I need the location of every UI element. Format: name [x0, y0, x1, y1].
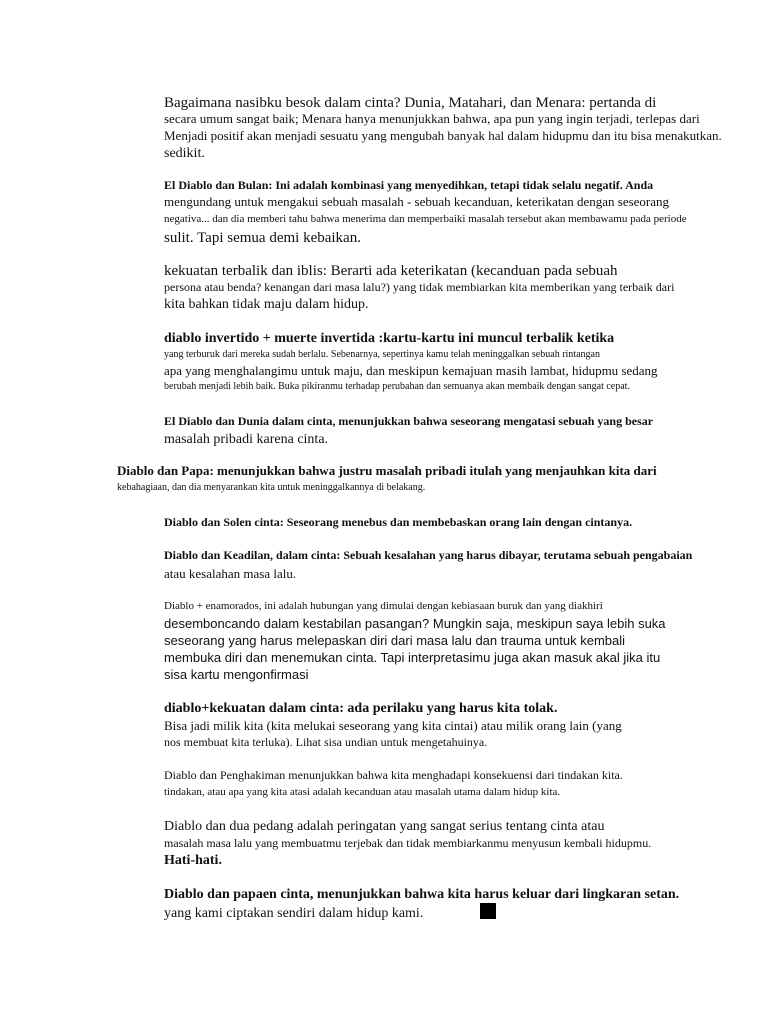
text-line: mengundang untuk mengakui sebuah masalah - sebuah kecanduan, keterikatan dengan seseorang: [164, 194, 670, 209]
text-line: Bisa jadi milik kita (kita melukai seseorang yang kita cintai) atau milik orang lain (yang: [164, 718, 622, 733]
text-line: secara umum sangat baik; Menara hanya menunjukkan bahwa, apa pun yang ingin terjadi, terlepas dari: [164, 111, 700, 126]
text-line: tindakan, atau apa yang kita atasi adalah kecanduan atau masalah utama dalam hidup kita.: [164, 786, 561, 798]
text-line: kebahagiaan, dan dia menyarankan kita untuk meninggalkannya di belakang.: [117, 482, 426, 493]
text-line: kekuatan terbalik dan iblis: Berarti ada keterikatan (kecanduan pada sebuah: [164, 263, 618, 279]
text-line: negativa... dan dia memberi tahu bahwa menerima dan memperbaiki masalah tersebut akan membawamu pada periode: [164, 213, 687, 225]
text-line: Diablo dan Papa: menunjukkan bahwa justru masalah pribadi itulah yang menjauhkan kita dari: [117, 463, 657, 478]
black-square-icon: [480, 903, 496, 919]
text-line: Diablo + enamorados, ini adalah hubungan yang dimulai dengan kebiasaan buruk dan yang diakhiri: [164, 600, 603, 612]
text-line: kita bahkan tidak maju dalam hidup.: [164, 297, 369, 312]
text-line: nos membuat kita terluka). Lihat sisa undian untuk mengetahuinya.: [164, 735, 488, 749]
text-line: atau kesalahan masa lalu.: [164, 566, 297, 581]
text-line: Diablo dan dua pedang adalah peringatan yang sangat serius tentang cinta atau: [164, 819, 605, 834]
text-line: apa yang menghalangimu untuk maju, dan meskipun kemajuan masih lambat, hidupmu sedang: [164, 363, 658, 378]
text-line: masalah masa lalu yang membuatmu terjebak dan tidak membiarkanmu menyusun kembali hidupmu.: [164, 836, 652, 850]
text-line: membuka diri dan menemukan cinta. Tapi interpretasimu juga akan masuk akal jika itu: [164, 650, 661, 665]
text-line: yang kami ciptakan sendiri dalam hidup kami.: [164, 906, 424, 921]
text-line: seseorang yang harus melepaskan diri dari masa lalu dan trauma untuk kembali: [164, 633, 626, 648]
text-line: Diablo dan Keadilan, dalam cinta: Sebuah kesalahan yang harus dibayar, terutama sebuah pengabaian: [164, 548, 693, 562]
text-line: Diablo dan Penghakiman menunjukkan bahwa kita menghadapi konsekuensi dari tindakan kita.: [164, 768, 623, 782]
text-line: Menjadi positif akan menjadi sesuatu yang mengubah banyak hal dalam hidupmu dan itu bisa menakutkan.: [164, 128, 722, 143]
text-line: diablo+kekuatan dalam cinta: ada perilaku yang harus kita tolak.: [164, 701, 558, 716]
text-line: Hati-hati.: [164, 853, 222, 868]
text-line: berubah menjadi lebih baik. Buka pikiranmu terhadap perubahan dan semuanya akan membaik dengan sangat cepat.: [164, 381, 630, 392]
text-line: Diablo dan Solen cinta: Seseorang menebus dan membebaskan orang lain dengan cintanya.: [164, 515, 633, 529]
text-line: Diablo dan papaen cinta, menunjukkan bahwa kita harus keluar dari lingkaran setan.: [164, 887, 680, 902]
text-line: persona atau benda? kenangan dari masa lalu?) yang tidak membiarkan kita memberikan yang terbaik dari: [164, 280, 675, 294]
text-line: yang terburuk dari mereka sudah berlalu. Sebenarnya, sepertinya kamu telah meninggalkan sebuah rintangan: [164, 349, 600, 360]
text-line: El Diablo dan Dunia dalam cinta, menunjukkan bahwa seseorang mengatasi sebuah yang besar: [164, 414, 654, 428]
text-line: desemboncando dalam kestabilan pasangan? Mungkin saja, meskipun saya lebih suka: [164, 616, 666, 631]
text-line: sedikit.: [164, 146, 205, 161]
text-line: sulit. Tapi semua demi kebaikan.: [164, 230, 361, 246]
text-line: diablo invertido + muerte invertida :kartu-kartu ini muncul terbalik ketika: [164, 331, 615, 346]
text-line: El Diablo dan Bulan: Ini adalah kombinasi yang menyedihkan, tetapi tidak selalu negatif. Anda: [164, 178, 654, 192]
text-line: sisa kartu mengonfirmasi: [164, 667, 309, 682]
text-line: Bagaimana nasibku besok dalam cinta? Dunia, Matahari, dan Menara: pertanda di: [164, 95, 657, 111]
text-line: masalah pribadi karena cinta.: [164, 432, 329, 447]
